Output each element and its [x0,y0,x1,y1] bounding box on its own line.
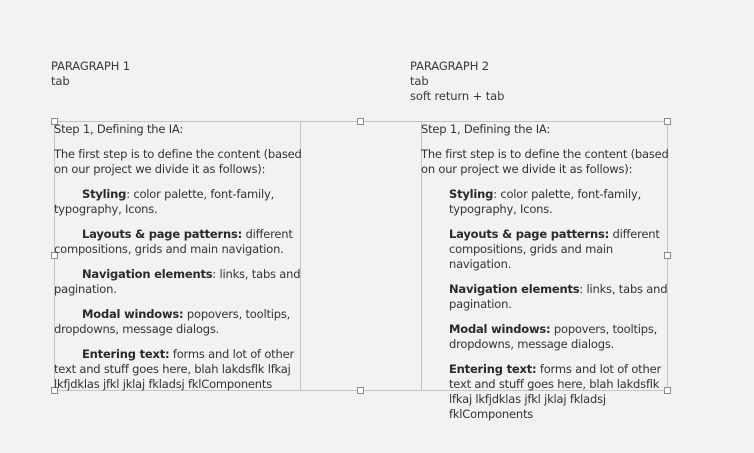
list-item-modal: Modal windows: popovers, tooltips, dropdowns, message dialogs. [449,322,658,351]
paragraph-2-title: PARAGRAPH 2 [410,59,490,73]
step-heading: Step 1, Defining the IA: [421,122,551,136]
list-item-navigation: Navigation elements: links, tabs and pagination. [449,282,668,311]
list-item-layouts: Layouts & page patterns: different compositions, grids and main navigation. [449,227,660,271]
paragraph-2-caption [410,59,504,104]
paragraph-1-note: tab [51,74,70,88]
paragraph-1-title: PARAGRAPH 1 [51,59,131,73]
list-item-styling: Styling: color palette, font-family, typography, Icons. [449,187,642,216]
list-item-entering-text: Entering text: forms and lot of other text and stuff goes here, blah lakdsflk lfkaj lkfjdklas jfkl jklaj fkladsj fklComponents [449,362,661,421]
resize-handle-bottom-center[interactable] [357,387,364,394]
paragraph-1-text-column[interactable] [54,122,304,402]
resize-handle-top-center[interactable] [357,118,364,125]
list-item-layouts: Layouts & page patterns: different compositions, grids and main navigation. [54,227,293,256]
list-item-styling: Styling: color palette, font-family, typography, Icons. [54,187,275,216]
intro-text: The first step is to define the content (based on our project we divide it as follows): [54,147,302,176]
paragraph-2-note-tab: tab [410,74,429,88]
intro-text: The first step is to define the content (based on our project we divide it as follows): [421,147,669,176]
step-heading: Step 1, Defining the IA: [54,122,184,136]
paragraph-2-text-column[interactable] [421,122,671,432]
list-item-navigation: Navigation elements: links, tabs and pagination. [54,267,301,296]
paragraph-1-caption [51,59,130,89]
list-item-modal: Modal windows: popovers, tooltips, dropdowns, message dialogs. [54,307,291,336]
list-item-entering-text: Entering text: forms and lot of other text and stuff goes here, blah lakdsflk lfkaj lkfjdklas jfkl jklaj fkladsj fklComponents [54,347,294,391]
paragraph-2-note-soft-return: soft return + tab [410,89,505,103]
